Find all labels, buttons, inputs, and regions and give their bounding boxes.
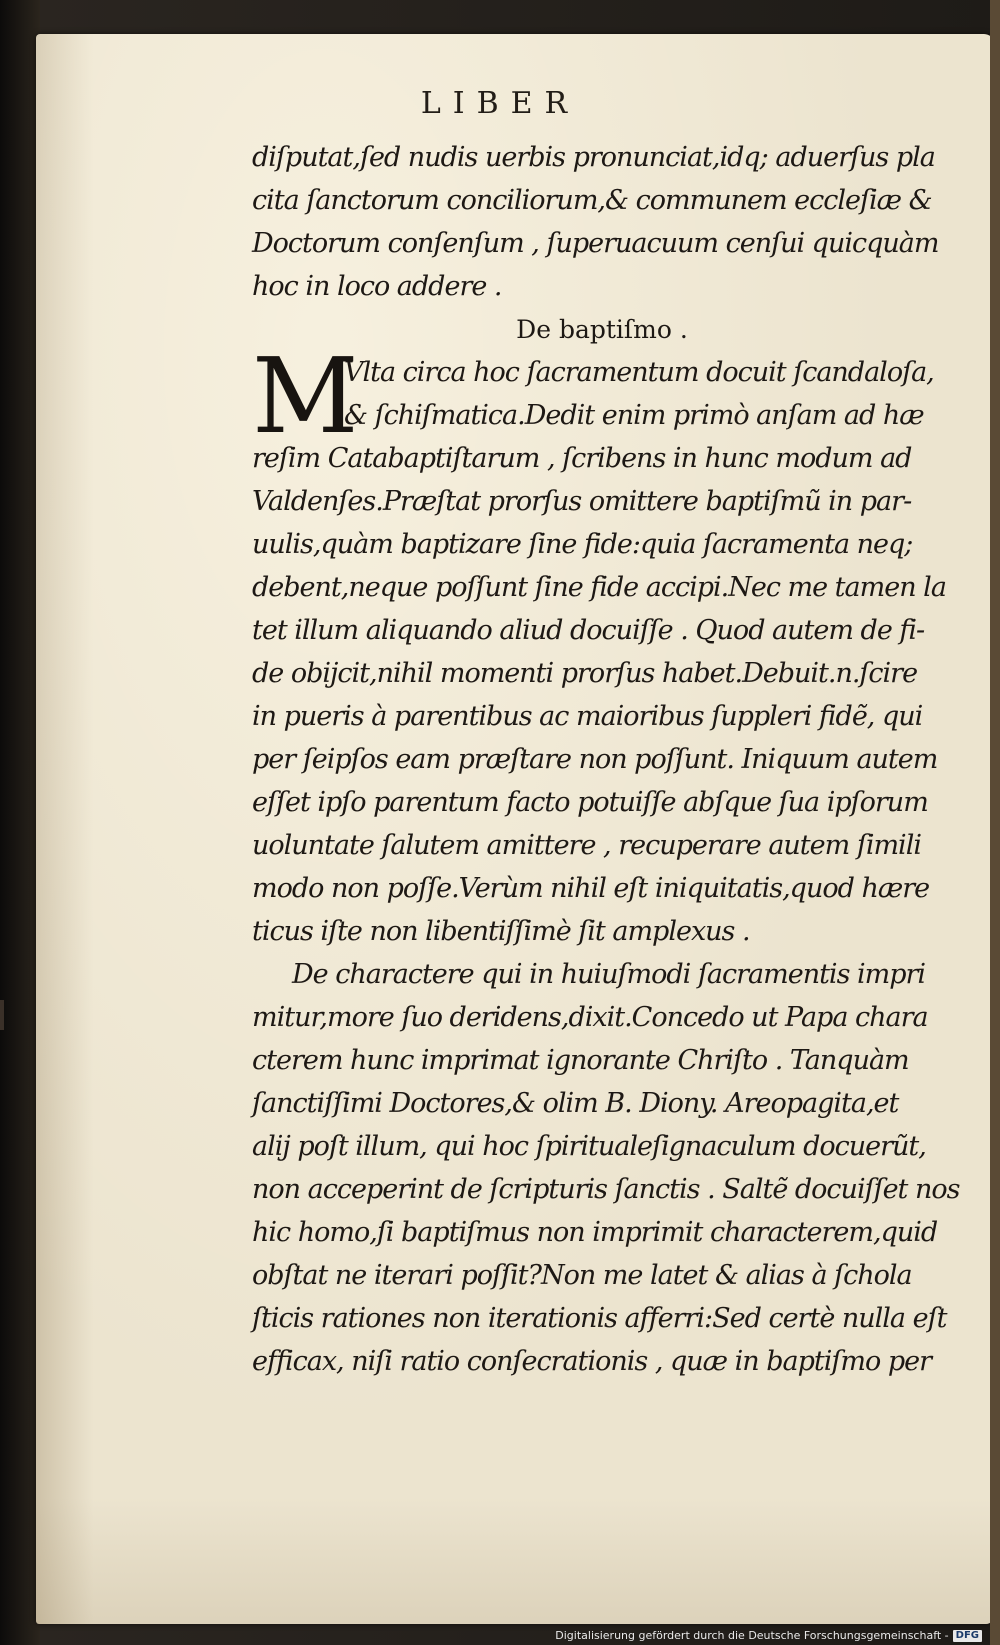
book-spine-shadow xyxy=(0,0,40,1645)
text-line: de obijcit,nihil momenti prorſus habet.Debuit.n.ſcire xyxy=(252,658,918,689)
text-line: modo non poſſe.Verùm nihil eſt iniquitatis,quod hære xyxy=(252,873,930,904)
text-line: in pueris à parentibus ac maioribus ſuppleri fidẽ, qui xyxy=(252,701,923,732)
paragraph-1 xyxy=(252,136,942,308)
footer-text: Digitalisierung gefördert durch die Deutsche Forschungsgemeinschaft - xyxy=(555,1629,949,1642)
text-line: tet illum aliquando aliud docuiſſe . Quod autem de fi- xyxy=(252,615,925,646)
section-title: De baptiſmo . xyxy=(516,315,688,344)
text-line: & ſchiſmatica.Dedit enim primò anſam ad hæ xyxy=(344,400,924,431)
text-line: cterem hunc imprimat ignorante Chriſto . Tanquàm xyxy=(252,1045,909,1076)
text-line: ticus iſte non libentiſſimè ſit amplexus . xyxy=(252,916,750,947)
text-line: cita ſanctorum conciliorum,& communem eccleſiæ & xyxy=(252,185,932,216)
paragraph-2 xyxy=(252,437,946,953)
text-line: hoc in loco addere . xyxy=(252,271,502,302)
text-line: diſputat,ſed nudis uerbis pronunciat,idq; aduerſus pla xyxy=(252,142,935,173)
text-line: Valdenſes.Præſtat prorſus omittere baptiſmũ in par- xyxy=(252,486,912,517)
paragraph-3-first-line: De charactere qui in huiuſmodi ſacramentis impri xyxy=(292,959,926,990)
text-block xyxy=(252,136,960,1383)
text-line: uulis,quàm baptizare ſine fide:quia ſacramenta neq; xyxy=(252,529,913,560)
text-line: debent,neque poſſunt ſine fide accipi.Nec me tamen la xyxy=(252,572,946,603)
text-line: alij poſt illum, qui hoc ſpiritualeſignaculum docuerũt, xyxy=(252,1131,926,1162)
text-line: ſticis rationes non iterationis afferri:Sed certè nulla eſt xyxy=(252,1303,947,1334)
text-line: eſſet ipſo parentum facto potuiſſe abſque ſua ipſorum xyxy=(252,787,928,818)
footer-credit xyxy=(555,1627,982,1645)
paragraph-2-opening xyxy=(252,335,942,457)
text-line: non acceperint de ſcripturis ſanctis . Saltẽ docuiſſet nos xyxy=(252,1174,960,1205)
text-line: obſtat ne iterari poſſit?Non me latet & alias à ſchola xyxy=(252,1260,912,1291)
edge-mark xyxy=(0,1000,4,1030)
text-line: hic homo,ſi baptiſmus non imprimit characterem,quid xyxy=(252,1217,938,1248)
text-line: per ſeipſos eam præſtare non poſſunt. Iniquum autem xyxy=(252,744,938,775)
paragraph-3 xyxy=(252,996,960,1383)
text-line: mitur,more ſuo deridens,dixit.Concedo ut Papa chara xyxy=(252,1002,928,1033)
running-head: LIBER xyxy=(420,86,580,121)
text-line: uoluntate ſalutem amittere , recuperare autem ſimili xyxy=(252,830,921,861)
dfg-logo: DFG xyxy=(953,1630,982,1642)
text-line: Vlta circa hoc ſacramentum docuit ſcandaloſa, xyxy=(344,357,934,388)
page-edge xyxy=(990,0,1000,1645)
text-line: efficax, niſi ratio conſecrationis , quæ in baptiſmo per xyxy=(252,1346,931,1377)
text-line: ſanctiſſimi Doctores,& olim B. Diony. Areopagita,et xyxy=(252,1088,899,1119)
drop-cap: M xyxy=(252,335,358,457)
text-line: reſim Catabaptiſtarum , ſcribens in hunc modum ad xyxy=(252,443,912,474)
text-line: Doctorum conſenſum , ſuperuacuum cenſui quicquàm xyxy=(252,228,939,259)
